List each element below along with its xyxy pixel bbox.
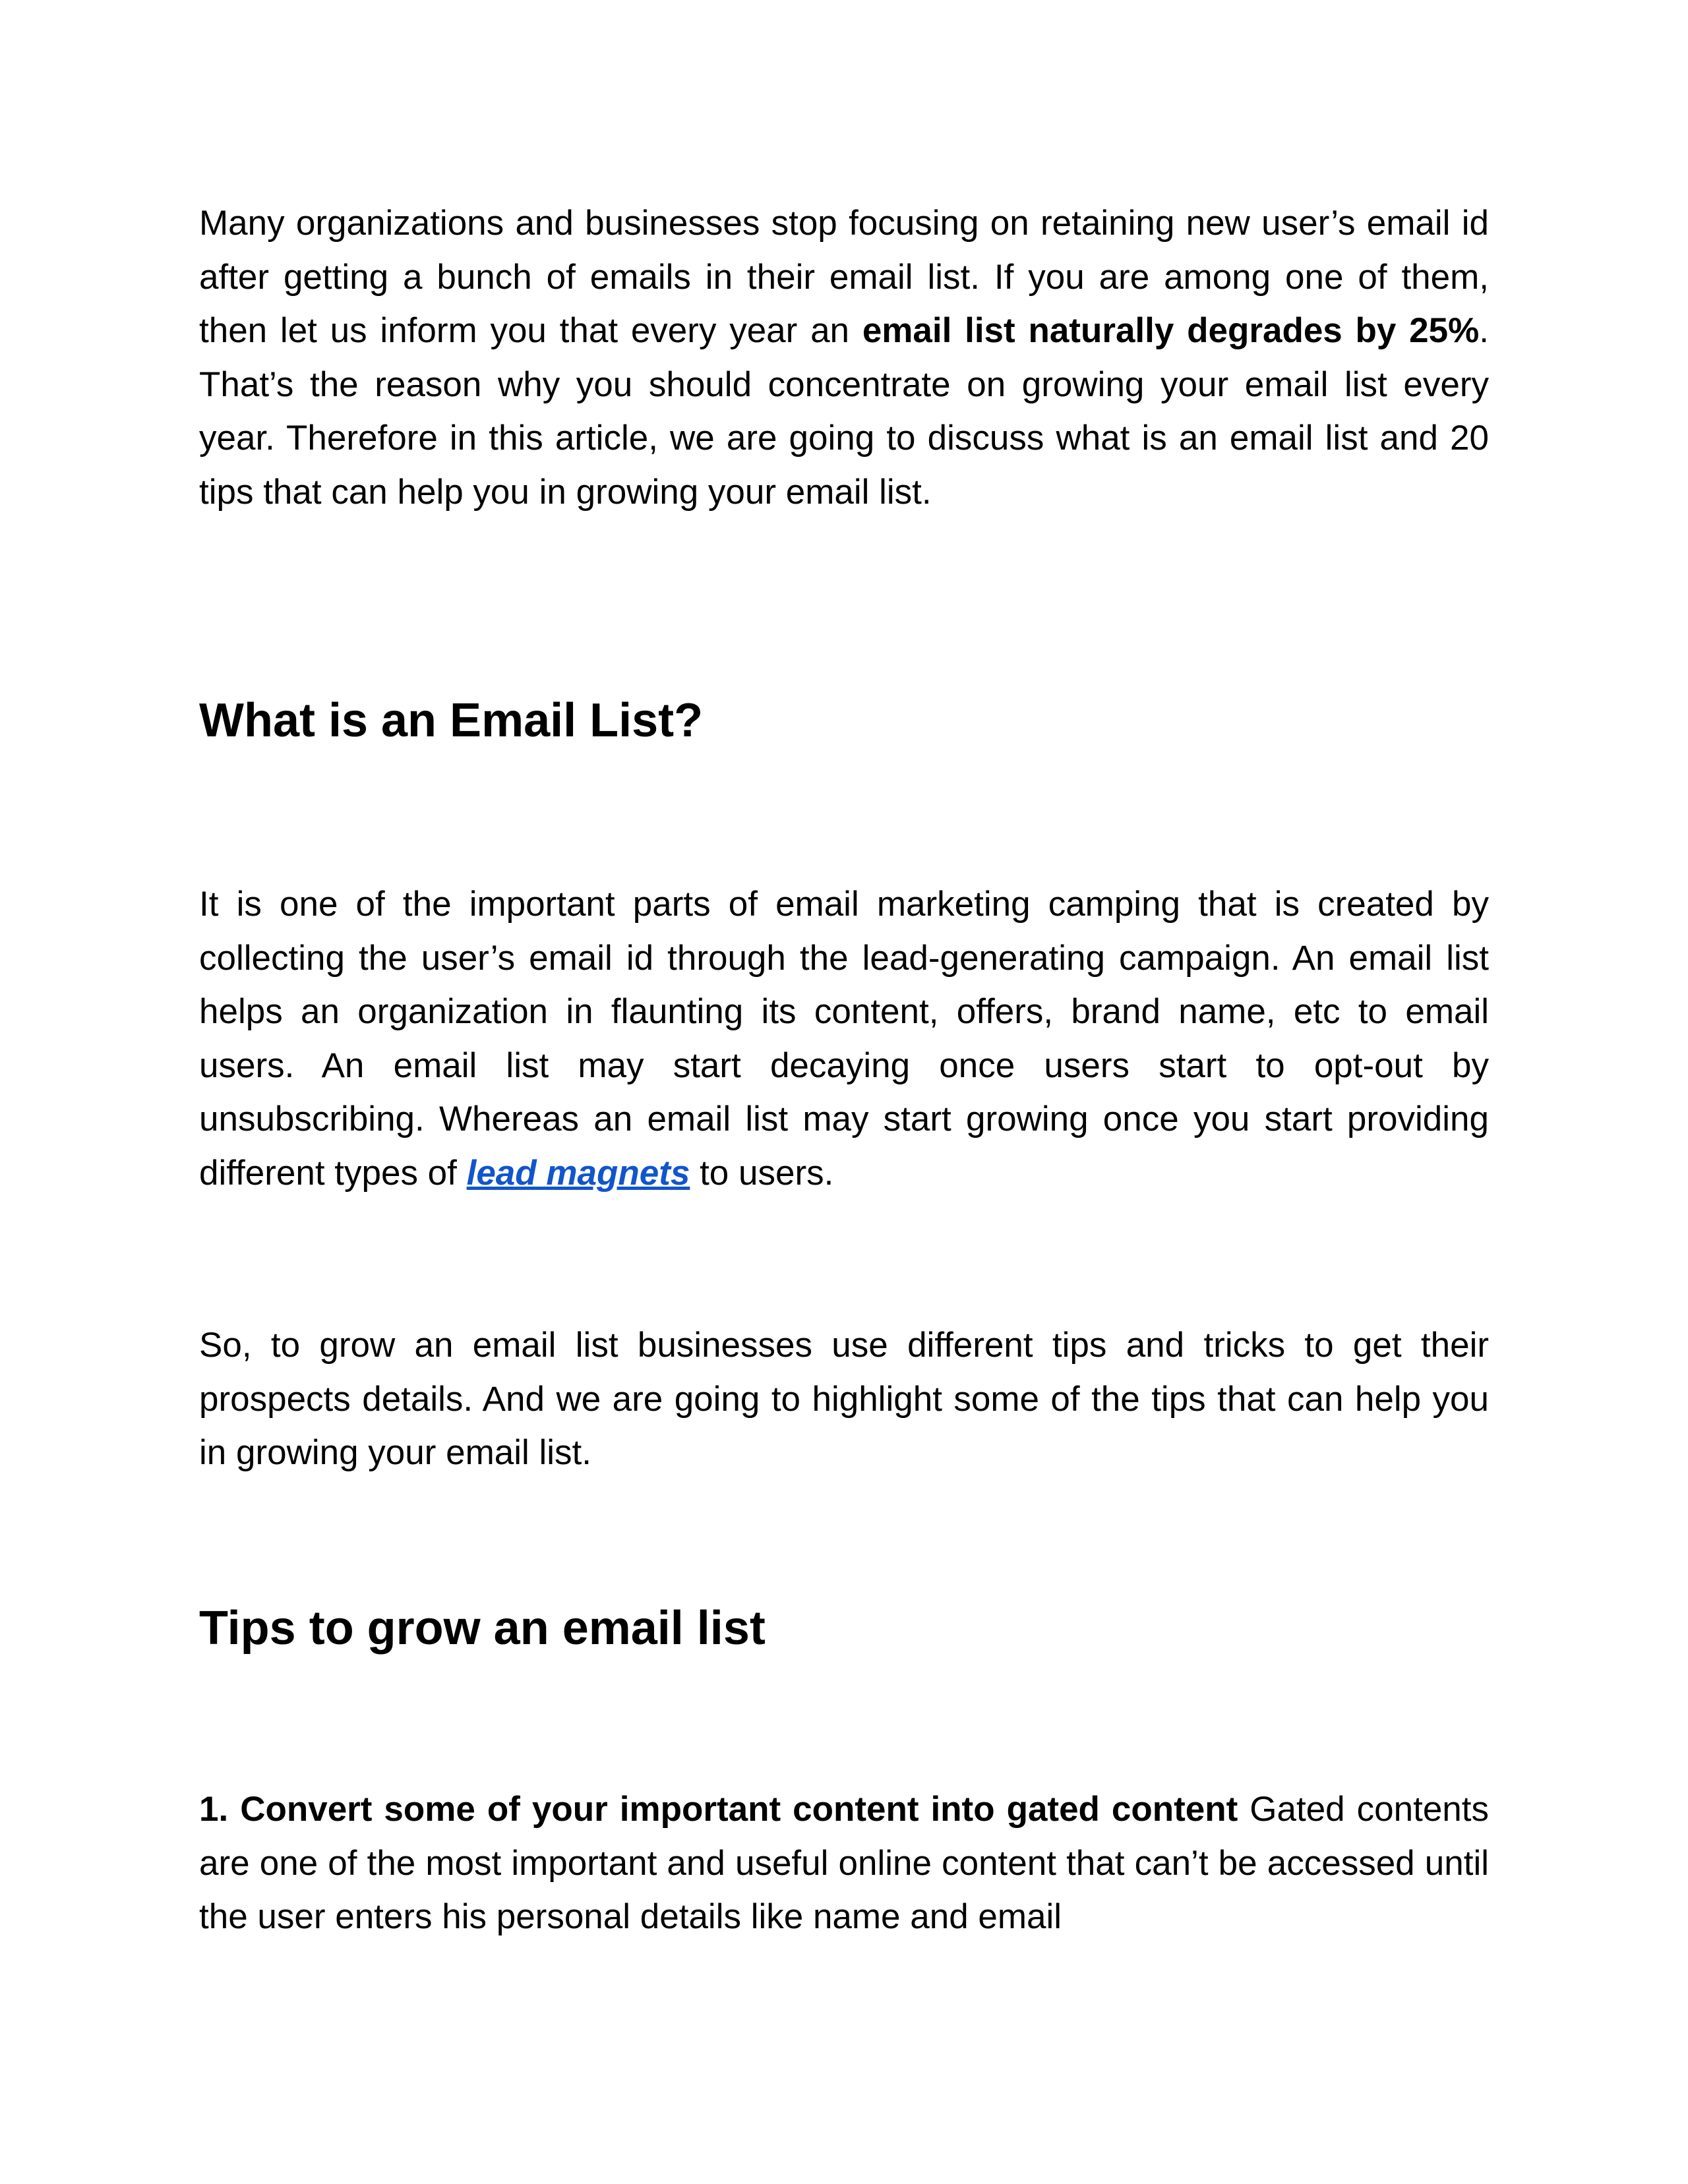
intro-bold-text: email list naturally degrades by 25% <box>862 311 1480 350</box>
section-heading-email-list: What is an Email List? <box>199 694 704 747</box>
section-heading-tips: Tips to grow an email list <box>199 1602 766 1655</box>
lead-magnets-link[interactable]: lead magnets <box>466 1153 690 1193</box>
email-list-text-start: It is one of the important parts of email marketing camping that is created by collecting the user’s email id through the lead-generating campaign. An email list helps an organization in flaunting its content, offers, brand name, etc to email users. An email list may start decaying once users start to opt-out by unsubscribing. Whereas an email list may start growing once you start providing different types of <box>199 885 1489 1193</box>
tip-1-paragraph <box>199 1783 1489 1944</box>
grow-list-paragraph: So, to grow an email list businesses use different tips and tricks to get their prospects details. And we are going to highlight some of the tips that can help you in growing your email list. <box>199 1326 1489 1472</box>
intro-text-start: Many organizations and businesses stop focusing on retaining new user’s email id after getting a bunch of emails in their email list. If you are among one of them, then let us inform you that every year an <box>199 204 1489 350</box>
intro-paragraph <box>199 196 1489 519</box>
email-list-paragraph <box>199 877 1489 1200</box>
email-list-text-end: to users. <box>690 1153 834 1193</box>
tip-1-title: 1. Convert some of your important content into gated content <box>199 1790 1238 1829</box>
tip-1-text: Gated contents are one of the most important and useful online content that can’t be accessed until the user enters his personal details like name and email <box>199 1790 1489 1936</box>
intro-text-end: . That’s the reason why you should concentrate on growing your email list every year. Therefore in this article, we are going to discuss what is an email list and 20 tips that can help you in growing your email list. <box>199 311 1489 512</box>
